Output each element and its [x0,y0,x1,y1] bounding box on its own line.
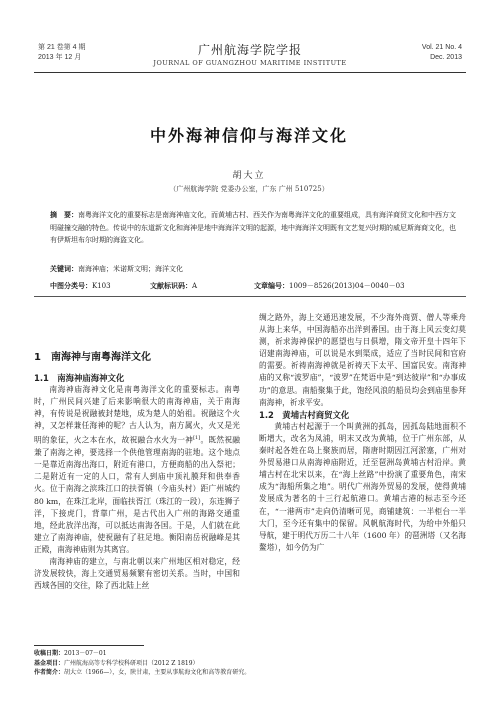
journal-name-cn: 广州航海学院学报 [197,43,302,57]
keywords-text: 南海神庙；米诺斯文明；海洋文化 [78,265,183,273]
journal-name [34,41,466,67]
bio-text: 胡大立（1966—），女，陕甘肃，主要从事航海文化和高等教育研究。 [64,669,251,677]
footnote-divider [34,645,144,646]
volume-issue-en: Vol. 21 No. 4 [421,44,462,51]
received-label: 收稿日期： [34,650,65,657]
classification-row [50,281,450,291]
abstract-label: 摘 要： [50,211,78,219]
section-heading: 1 南海神与南粤海洋文化 [34,352,151,363]
issue-date: 2013 年 12 月 [38,54,82,61]
issue-info-en [422,43,462,63]
volume-issue: 第 21 卷第 4 期 [38,44,86,51]
author-name: 胡大立 [232,171,266,181]
left-column [34,372,240,592]
keywords [50,264,183,274]
bio-label: 作者简介： [34,669,65,677]
paragraph-text: 。既然祝融兼了南海之神，要选择一个供他管理南海的驻地。这个地点一是靠近南海出海口，附近有港口，方便商船的出入祭祀；二是附近有一定的人口，常有人到庙中顶礼膜拜和供奉香火。位于南海之滨珠江口的扶胥镇（今庙头村）距广州城约 80 km，在珠江北岸，面临扶胥江（珠江的一段），东连狮子洋，下接虎门，背靠广州，是古代出入广州的海路交通重地，经此放洋出海，可以抵达南海各国。于是，人们就在此建立了南海神庙，使祝融有了驻足地。衡阳南岳祝融峰是其正殿，南海神庙则为其离宫。 [34,436,240,554]
paragraph: 绸之路外，海上交通迅速发展，不少海外商贾、僧人等乘舟从海上来华，中国海船亦出洋到番国。由于海上风云变幻莫测，祈求海神保护的愿望也与日俱增，隋文帝开皇十四年下诏建南海神庙，可以说是水到渠成，适应了当时民间和官府的需要。祈祷南海神就是祈祷天下太平、国富民安。南海神庙的又称“波罗庙”，“波罗”在梵语中是“到达彼岸”和“办事成功”的意思。南船聚集于此，饱经风浪的船员均会到庙里参拜南海神，祈求平安。 [259,313,466,407]
fund-label: 基金项目： [34,659,65,667]
article-title: 中外海神信仰与海洋文化 [149,126,348,145]
article-no-value: 1009－8526(2013)04－0040－03 [289,282,405,290]
paragraph [34,384,240,556]
divider [34,296,466,297]
subsection-heading: 1.1 南海神庙海神文化 [34,373,125,383]
clc-value: K103 [92,282,111,290]
abstract-text: 南粤海洋文化的重要标志是南海神庙文化，而黄埔古村、西关作为南粤海洋文化的重要组成，具有海洋商贸文化和中西方文明碰撞交融的特色。传说中的东道新文化和海神是地中海海洋文明的起源，地中海海洋文明既有文艺复兴时期的威尼斯海商文化，也有伊斯坦布尔时期的海盗文化。 [50,211,456,245]
article-no-label: 文章编号： [254,282,289,290]
abstract [50,209,458,247]
paragraph: 黄埔古村起源于一个叫黄洲的孤岛，因孤岛陆地面积不断增大，改名为凤浦，明末又改为黄埔，位于广州东部，从秦时起各姓在岛上聚族而居，隋唐时期因江河淤塞，广州对外贸易港口从南海神庙附近，迁至琶洲岛黄埔古村沿岸。黄埔古村在北宋以来，在“海上丝路”中扮演了重要角色，南宋成为“海船所集之地”。明代广州海外贸易的发展，使得黄埔发展成为著名的十三行起航港口。黄埔古港的标志至今还在，“一港两市”走向仍清晰可见，商铺建筑：一半柜台一半大门，至今还有集中的保留。风帆航海时代，为给中外船只导航，建于明代万历二十八年（1600 年）的琶洲塔（又名海鳌塔），如今仍为广 [259,421,466,552]
doc-code-value: A [192,282,198,290]
footnotes [34,649,250,678]
subsection-heading: 1.2 黄埔古村商贸文化 [259,409,350,420]
paragraph-text: 南海神庙海神文化是南粤海洋文化的重要标志。南粤时，广州民间兴建了后来影响很大的南海神庙，关于南海神，有传说是祝融被封楚地，成为楚人的始祖。祝融这个火神，又怎样兼任海神的呢？古人认为，南方属火，火又是光明的象征，火之本在水，故祝融合水火为一神 [34,385,240,446]
received-date: 2013－07－01 [64,650,107,657]
right-column [259,312,466,554]
paragraph: 南海神庙的建立，与南北朝以来广州地区相对稳定，经济发展较快，海上交通贸易频繁有密切关系。当时，中国和西域各国的交往，除了西北陆上丝 [34,556,240,591]
clc-label: 中图分类号： [50,282,92,290]
journal-name-en: JOURNAL OF GUANGZHOU MARITIME INSTITUTE [153,59,347,67]
author-affiliation: （广州航海学院 党委办公室，广东 广州 510725） [169,185,329,193]
issue-date-en: Dec. 2013 [430,54,462,61]
running-header [34,40,466,73]
keywords-label: 关键词： [50,265,78,273]
citation: [1] [193,435,201,442]
doc-code-label: 文献标识码： [150,282,192,290]
fund-text: 广州航海高等专科学校科研项目（2012 Z 1819） [64,659,199,667]
